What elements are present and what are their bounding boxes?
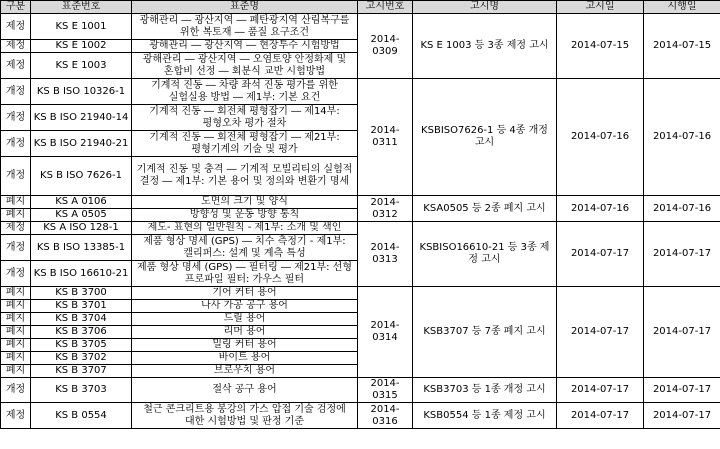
type-cell: 개정 xyxy=(1,79,31,105)
standard-name-cell: 기계적 진동 ― 회전체 평형잡기 ― 제21부: 평형기계의 기술 및 평가 xyxy=(132,131,358,157)
standard-name-cell: 도면의 크기 및 양식 xyxy=(132,196,358,209)
type-cell: 폐지 xyxy=(1,196,31,209)
standard-code-cell: KS B 3705 xyxy=(31,339,132,352)
notice-date-cell: 2014-07-15 xyxy=(557,14,644,79)
standard-code-cell: KS A 0505 xyxy=(31,209,132,222)
standard-code-cell: KS B ISO 16610-21 xyxy=(31,261,132,287)
type-cell: 제정 xyxy=(1,40,31,53)
type-cell: 폐지 xyxy=(1,300,31,313)
standard-name-cell: 리머 용어 xyxy=(132,326,358,339)
standard-name-cell: 드릴 용어 xyxy=(132,313,358,326)
standard-code-cell: KS E 1003 xyxy=(31,53,132,79)
standard-name-cell: 제품 형상 명세 (GPS) ― 필터링 ― 제21부: 선형 프로파일 필터: 가우스 필터 xyxy=(132,261,358,287)
standard-name-cell: 바이트 용어 xyxy=(132,352,358,365)
type-cell: 폐지 xyxy=(1,209,31,222)
notice-number-cell: 2014-0313 xyxy=(358,222,413,287)
header-standard-code: 표준번호 xyxy=(31,1,132,14)
standard-code-cell: KS B 3706 xyxy=(31,326,132,339)
standard-name-cell: 기계적 진동 ― 회전체 평형잡기 ― 제14부: 평형오차 평가 절차 xyxy=(132,105,358,131)
notice-number-cell: 2014-0315 xyxy=(358,378,413,403)
effective-date-cell: 2014-07-17 xyxy=(644,378,720,403)
standard-code-cell: KS B ISO 10326-1 xyxy=(31,79,132,105)
standard-name-cell: 광해관리 ― 광산지역 ― 오염토양 안정화제 및 혼합비 선정 ― 회분식 교반 시험방법 xyxy=(132,53,358,79)
type-cell: 제정 xyxy=(1,222,31,235)
notice-name-cell: KSBISO7626-1 등 4종 개정 고시 xyxy=(413,79,557,196)
effective-date-cell: 2014-07-16 xyxy=(644,196,720,222)
notice-date-cell: 2014-07-17 xyxy=(557,403,644,429)
header-type: 구분 xyxy=(1,1,31,14)
header-notice-date: 고시일 xyxy=(557,1,644,14)
type-cell: 폐지 xyxy=(1,352,31,365)
table-row xyxy=(1,287,720,300)
standard-name-cell: 광해관리 ― 광산지역 ― 폐탄광지역 산림복구를 위한 복토재 ― 품질 요구조건 xyxy=(132,14,358,40)
table-row xyxy=(1,14,720,40)
type-cell: 개정 xyxy=(1,235,31,261)
notice-name-cell: KSBISO16610-21 등 3종 제정 고시 xyxy=(413,222,557,287)
effective-date-cell: 2014-07-15 xyxy=(644,14,720,79)
type-cell: 제정 xyxy=(1,53,31,79)
type-cell: 개정 xyxy=(1,131,31,157)
standard-code-cell: KS B 3707 xyxy=(31,365,132,378)
standard-name-cell: 방향성 및 운동 방향 통칙 xyxy=(132,209,358,222)
notice-date-cell: 2014-07-17 xyxy=(557,222,644,287)
notice-name-cell: KSB3703 등 1종 개정 고시 xyxy=(413,378,557,403)
notice-number-cell: 2014-0312 xyxy=(358,196,413,222)
notice-number-cell: 2014-0309 xyxy=(358,14,413,79)
table-row xyxy=(1,403,720,429)
standard-name-cell: 밀링 커터 용어 xyxy=(132,339,358,352)
type-cell: 개정 xyxy=(1,105,31,131)
header-row xyxy=(1,1,720,14)
notice-number-cell: 2014-0314 xyxy=(358,287,413,378)
notice-name-cell: KSA0505 등 2종 폐지 고시 xyxy=(413,196,557,222)
notice-number-cell: 2014-0316 xyxy=(358,403,413,429)
standard-code-cell: KS A ISO 128-1 xyxy=(31,222,132,235)
standard-name-cell: 광해관리 ― 광산지역 ― 현장투수 시험방법 xyxy=(132,40,358,53)
type-cell: 폐지 xyxy=(1,287,31,300)
notice-date-cell: 2014-07-17 xyxy=(557,287,644,378)
type-cell: 개정 xyxy=(1,261,31,287)
effective-date-cell: 2014-07-16 xyxy=(644,79,720,196)
standard-name-cell: 기계적 진동 및 충격 ― 기계적 모빌리티의 실험적 결정 ― 제1부: 기본 용어 및 정의와 변환기 명세 xyxy=(132,157,358,196)
standard-name-cell: 철근 콘크리트용 봉강의 가스 압접 기술 검정에 대한 시험방법 및 판정 기준 xyxy=(132,403,358,429)
effective-date-cell: 2014-07-17 xyxy=(644,287,720,378)
standard-code-cell: KS B 3702 xyxy=(31,352,132,365)
effective-date-cell: 2014-07-17 xyxy=(644,222,720,287)
notice-name-cell: KS E 1003 등 3종 제정 고시 xyxy=(413,14,557,79)
type-cell: 제정 xyxy=(1,14,31,40)
type-cell: 폐지 xyxy=(1,313,31,326)
notice-date-cell: 2014-07-16 xyxy=(557,79,644,196)
standard-code-cell: KS B ISO 13385-1 xyxy=(31,235,132,261)
notice-date-cell: 2014-07-16 xyxy=(557,196,644,222)
standard-code-cell: KS B ISO 21940-21 xyxy=(31,131,132,157)
type-cell: 개정 xyxy=(1,378,31,403)
notice-name-cell: KSB3707 등 7종 폐지 고시 xyxy=(413,287,557,378)
standard-code-cell: KS B 3701 xyxy=(31,300,132,313)
table-row xyxy=(1,378,720,403)
effective-date-cell: 2014-07-17 xyxy=(644,403,720,429)
standard-code-cell: KS E 1001 xyxy=(31,14,132,40)
header-notice-name: 고시명 xyxy=(413,1,557,14)
type-cell: 개정 xyxy=(1,157,31,196)
standard-code-cell: KS A 0106 xyxy=(31,196,132,209)
standard-code-cell: KS B ISO 7626-1 xyxy=(31,157,132,196)
header-effective-date: 시행일 xyxy=(644,1,720,14)
table-row xyxy=(1,196,720,209)
header-notice-number: 고시번호 xyxy=(358,1,413,14)
standard-code-cell: KS B 0554 xyxy=(31,403,132,429)
standard-name-cell: 제도- 표현의 일반원칙 - 제1부: 소개 및 색인 xyxy=(132,222,358,235)
standard-name-cell: 브로우치 용어 xyxy=(132,365,358,378)
notice-number-cell: 2014-0311 xyxy=(358,79,413,196)
standard-code-cell: KS B ISO 21940-14 xyxy=(31,105,132,131)
standard-code-cell: KS B 3704 xyxy=(31,313,132,326)
standard-name-cell: 나사 가공 공구 용어 xyxy=(132,300,358,313)
notice-name-cell: KSB0554 등 1종 제정 고시 xyxy=(413,403,557,429)
standard-code-cell: KS B 3703 xyxy=(31,378,132,403)
type-cell: 폐지 xyxy=(1,326,31,339)
notice-date-cell: 2014-07-17 xyxy=(557,378,644,403)
type-cell: 제정 xyxy=(1,403,31,429)
standard-code-cell: KS B 3700 xyxy=(31,287,132,300)
header-standard-name: 표준명 xyxy=(132,1,358,14)
standard-name-cell: 기계적 진동 ― 차량 좌석 진동 평가를 위한 실험실용 방법 ― 제1부: 기본 요건 xyxy=(132,79,358,105)
type-cell: 폐지 xyxy=(1,365,31,378)
standard-name-cell: 제품 형상 명세 (GPS) ― 치수 측정기 - 제1부: 캘리퍼스: 설계 및 계측 특성 xyxy=(132,235,358,261)
table-row xyxy=(1,222,720,235)
standard-name-cell: 기어 커터 용어 xyxy=(132,287,358,300)
table-row xyxy=(1,79,720,105)
type-cell: 폐지 xyxy=(1,339,31,352)
standard-code-cell: KS E 1002 xyxy=(31,40,132,53)
standard-name-cell: 절삭 공구 용어 xyxy=(132,378,358,403)
